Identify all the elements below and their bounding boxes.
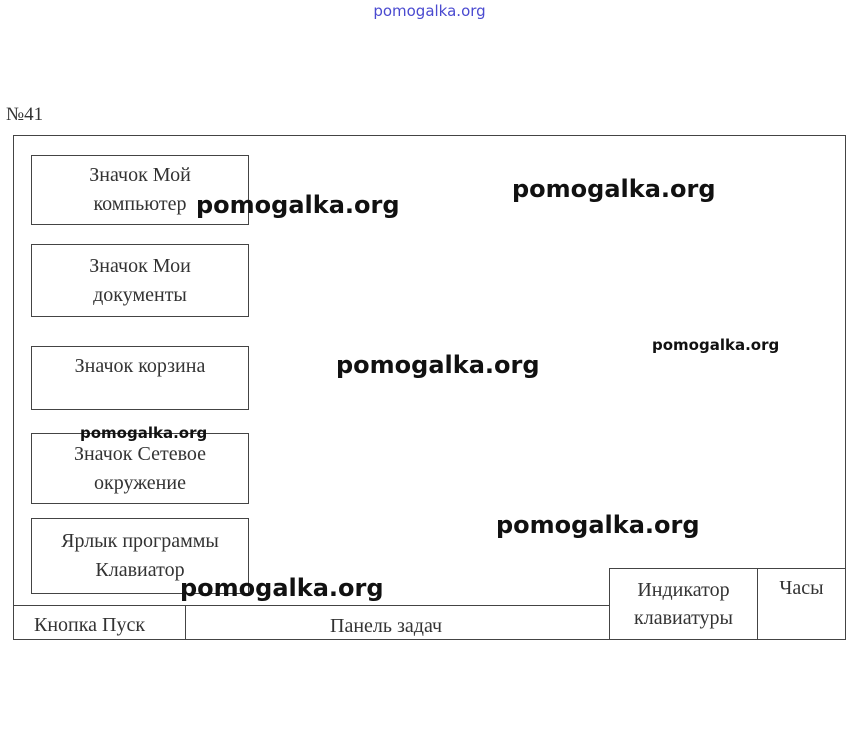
icon-label-line1: Ярлык программы [61, 530, 219, 552]
icon-label-line1: Значок Мои [89, 254, 191, 277]
task-number: №41 [6, 104, 44, 125]
keyboard-indicator-box [609, 568, 758, 640]
taskbar-panel-label: Панель задач [330, 615, 443, 637]
watermark: pomogalka.org [336, 351, 540, 379]
icon-label-line2: компьютер [93, 193, 187, 215]
watermark: pomogalka.org [196, 191, 400, 219]
icon-label-line2: Клавиатор [95, 559, 185, 581]
recycle-bin-icon-box [31, 346, 249, 410]
watermark: pomogalka.org [652, 336, 780, 354]
watermark: pomogalka.org [512, 175, 716, 203]
icon-label-line1: Значок Мой [89, 164, 191, 186]
my-documents-icon-box [31, 244, 249, 317]
start-button-label: Кнопка Пуск [34, 614, 146, 636]
watermark: pomogalka.org [80, 424, 208, 442]
watermark: pomogalka.org [180, 574, 384, 602]
clock-box [757, 568, 846, 640]
icon-label-line2: окружение [94, 471, 186, 494]
indicator-label-line2: клавиатуры [634, 607, 733, 629]
icon-label-line1: Значок Сетевое [73, 442, 207, 465]
indicator-label-line1: Индикатор [637, 579, 730, 601]
watermark: pomogalka.org [496, 511, 700, 539]
icon-label-line2: документы [93, 283, 187, 306]
clock-label: Часы [779, 577, 824, 599]
icon-label-line1: Значок корзина [74, 355, 206, 377]
taskbar-top-edge [13, 605, 610, 606]
network-icon-box [31, 433, 249, 504]
start-button-divider [185, 605, 186, 640]
header-watermark: pomogalka.org [373, 2, 486, 20]
